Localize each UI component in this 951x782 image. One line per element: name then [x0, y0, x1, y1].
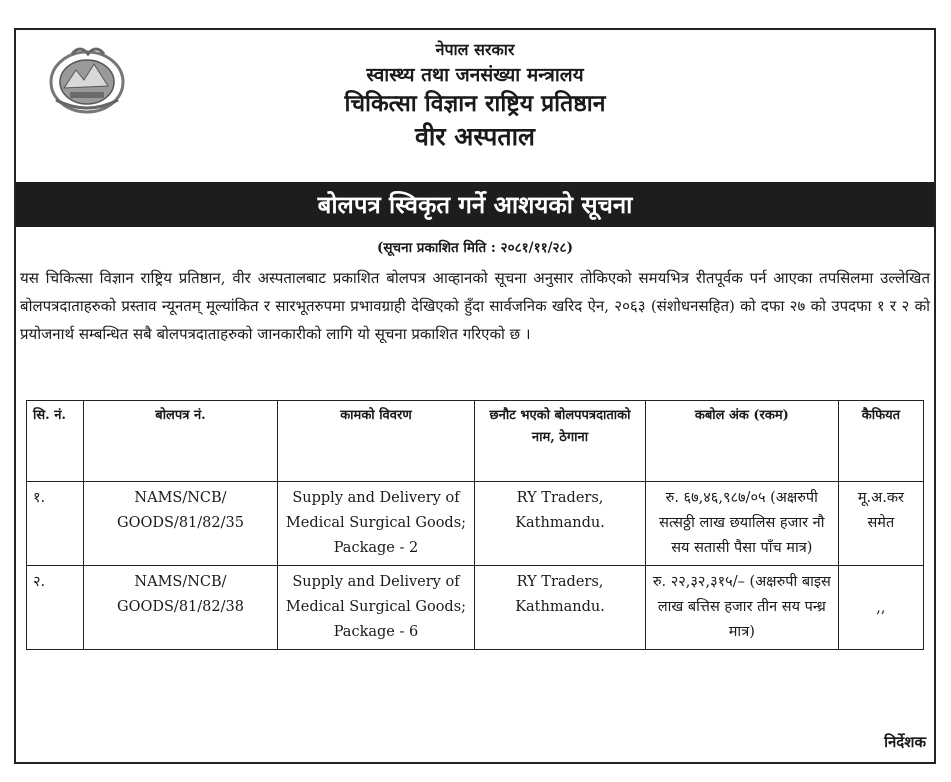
bid-table: [26, 400, 924, 650]
row-remarks: मू.अ.कर समेत: [838, 482, 923, 566]
published-date: (सूचना प्रकाशित मिति : २०८१/११/२८): [377, 240, 573, 256]
row-description: Supply and Delivery of Medical Surgical Goods; Package - 6: [277, 566, 474, 650]
row-bidder: RY Traders, Kathmandu.: [475, 482, 646, 566]
row-bid-no: NAMS/NCB/ GOODS/81/82/35: [84, 482, 278, 566]
header-bidder: छनौट भएको बोलपपत्रदाताको नाम, ठेगाना: [475, 401, 646, 482]
institution-name: चिकित्सा विज्ञान राष्ट्रिय प्रतिष्ठान: [344, 90, 606, 117]
notice-paragraph: यस चिकित्सा विज्ञान राष्ट्रिय प्रतिष्ठान, वीर अस्पतालबाट प्रकाशित बोलपत्र आव्हानको सूचना अनुसार तोकिएको समयभित्र रीतपूर्वक पर्न आएका तपसिलमा उल्लेखित बोलपत्रदाताहरुको प्रस्ताव न्यूनतम् मूल्यांकित र सारभूतरुपमा प्रभावग्राही देखिएको हुँदा सार्वजनिक खरिद ऐन, २०६३ (संशोधनसहित) को दफा २७ को उपदफा १ र २ को प्रयोजनार्थ सम्बन्धित सबै बोलपत्रदाताहरुको जानकारीको लागि यो सूचना प्रकाशित गरिएको छ ।: [20, 269, 930, 343]
ministry-name: स्वास्थ्य तथा जनसंख्या मन्त्रालय: [366, 64, 584, 86]
row-bidder: RY Traders, Kathmandu.: [475, 566, 646, 650]
row-bid-no: NAMS/NCB/ GOODS/81/82/38: [84, 566, 278, 650]
header: [16, 38, 934, 154]
row-remarks: ,,: [876, 600, 886, 616]
header-remarks: कैफियत: [838, 401, 923, 482]
row-amount: रु. ६७,४६,९८७/०५ (अक्षरुपी सत्सठ्ठी लाख छयालिस हजार नौ सय सतासी पैसा पाँच मात्र): [645, 482, 838, 566]
table-row: [27, 482, 924, 566]
header-bid-no: बोलपत्र नं.: [84, 401, 278, 482]
row-sn: २.: [27, 566, 84, 650]
notice-frame: [14, 28, 936, 764]
notice-title-banner: बोलपत्र स्विकृत गर्ने आशयको सूचना: [16, 182, 934, 227]
hospital-name: वीर अस्पताल: [414, 122, 535, 151]
signature: निर्देशक: [884, 733, 926, 751]
row-description: Supply and Delivery of Medical Surgical Goods; Package - 2: [277, 482, 474, 566]
row-remarks-cell: [838, 566, 923, 650]
row-sn: १.: [27, 482, 84, 566]
header-amount: कबोल अंक (रकम): [645, 401, 838, 482]
header-description: कामको विवरण: [277, 401, 474, 482]
table-header-row: [27, 401, 924, 482]
government-name: नेपाल सरकार: [435, 40, 515, 59]
table-row: [27, 566, 924, 650]
header-sn: सि. नं.: [27, 401, 84, 482]
row-amount: रु. २२,३२,३१५/– (अक्षरुपी बाइस लाख बत्तिस हजार तीन सय पन्ध्र मात्र): [645, 566, 838, 650]
